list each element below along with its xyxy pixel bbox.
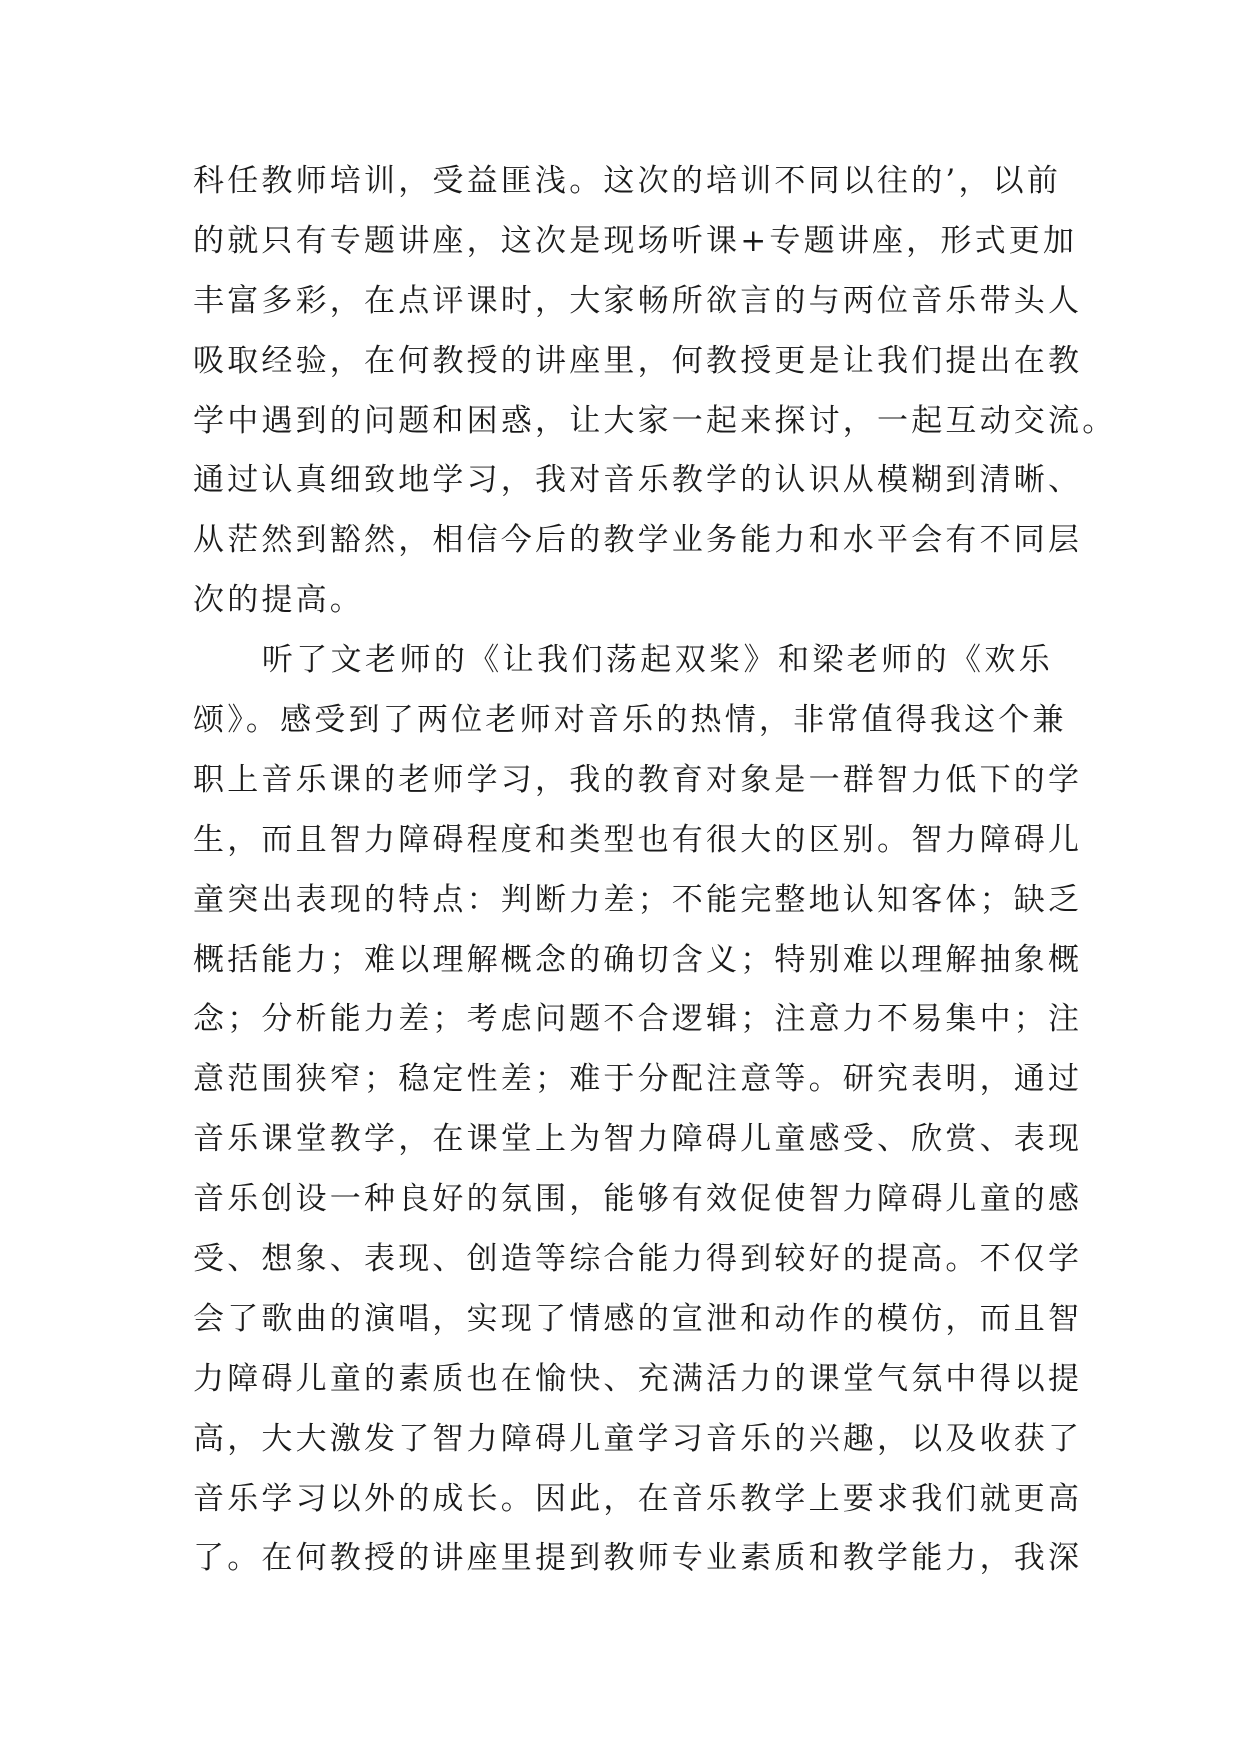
text-line-paragraph-end: 次的提高。 <box>193 582 364 619</box>
text-line: 受、想象、表现、创造等综合能力得到较好的提高。不仅学 <box>193 1241 1083 1278</box>
text-line-paragraph-start: 听了文老师的《让我们荡起双桨》和梁老师的《欢乐 <box>193 642 1053 679</box>
text-line: 颂》。感受到了两位老师对音乐的热情，非常值得我这个兼 <box>193 702 1067 739</box>
text-line: 了。在何教授的讲座里提到教师专业素质和教学能力，我深 <box>193 1540 1083 1577</box>
text-line: 意范围狭窄；稳定性差；难于分配注意等。研究表明，通过 <box>193 1061 1083 1098</box>
body-text <box>193 152 1117 1589</box>
text-line: 通过认真细致地学习，我对音乐教学的认识从模糊到清晰、 <box>193 462 1083 499</box>
text-line: 学中遇到的问题和困惑，让大家一起来探讨，一起互动交流。 <box>193 402 1117 439</box>
text-line: 音乐课堂教学，在课堂上为智力障碍儿童感受、欣赏、表现 <box>193 1121 1083 1158</box>
text-line: 力障碍儿童的素质也在愉快、充满活力的课堂气氛中得以提 <box>193 1360 1083 1397</box>
text-line: 念；分析能力差；考虑问题不合逻辑；注意力不易集中；注 <box>193 1001 1083 1038</box>
text-line: 吸取经验，在何教授的讲座里，何教授更是让我们提出在教 <box>193 342 1083 379</box>
text-line: 概括能力；难以理解概念的确切含义；特别难以理解抽象概 <box>193 941 1083 978</box>
text-line: 从茫然到豁然，相信今后的教学业务能力和水平会有不同层 <box>193 522 1083 559</box>
text-line: 职上音乐课的老师学习，我的教育对象是一群智力低下的学 <box>193 761 1083 798</box>
text-line: 生，而且智力障碍程度和类型也有很大的区别。智力障碍儿 <box>193 821 1083 858</box>
text-line: 高，大大激发了智力障碍儿童学习音乐的兴趣，以及收获了 <box>193 1420 1083 1457</box>
text-line: 童突出表现的特点：判断力差；不能完整地认知客体；缺乏 <box>193 881 1083 918</box>
text-line: 科任教师培训，受益匪浅。这次的培训不同以往的’，以前 <box>193 163 1062 199</box>
text-line: 音乐学习以外的成长。因此，在音乐教学上要求我们就更高 <box>193 1480 1083 1517</box>
text-line: 的就只有专题讲座，这次是现场听课+专题讲座，形式更加 <box>193 222 1078 259</box>
text-line: 音乐创设一种良好的氛围，能够有效促使智力障碍儿童的感 <box>193 1181 1083 1218</box>
text-line: 丰富多彩，在点评课时，大家畅所欲言的与两位音乐带头人 <box>193 282 1083 319</box>
text-line: 会了歌曲的演唱，实现了情感的宣泄和动作的模仿，而且智 <box>193 1300 1083 1337</box>
